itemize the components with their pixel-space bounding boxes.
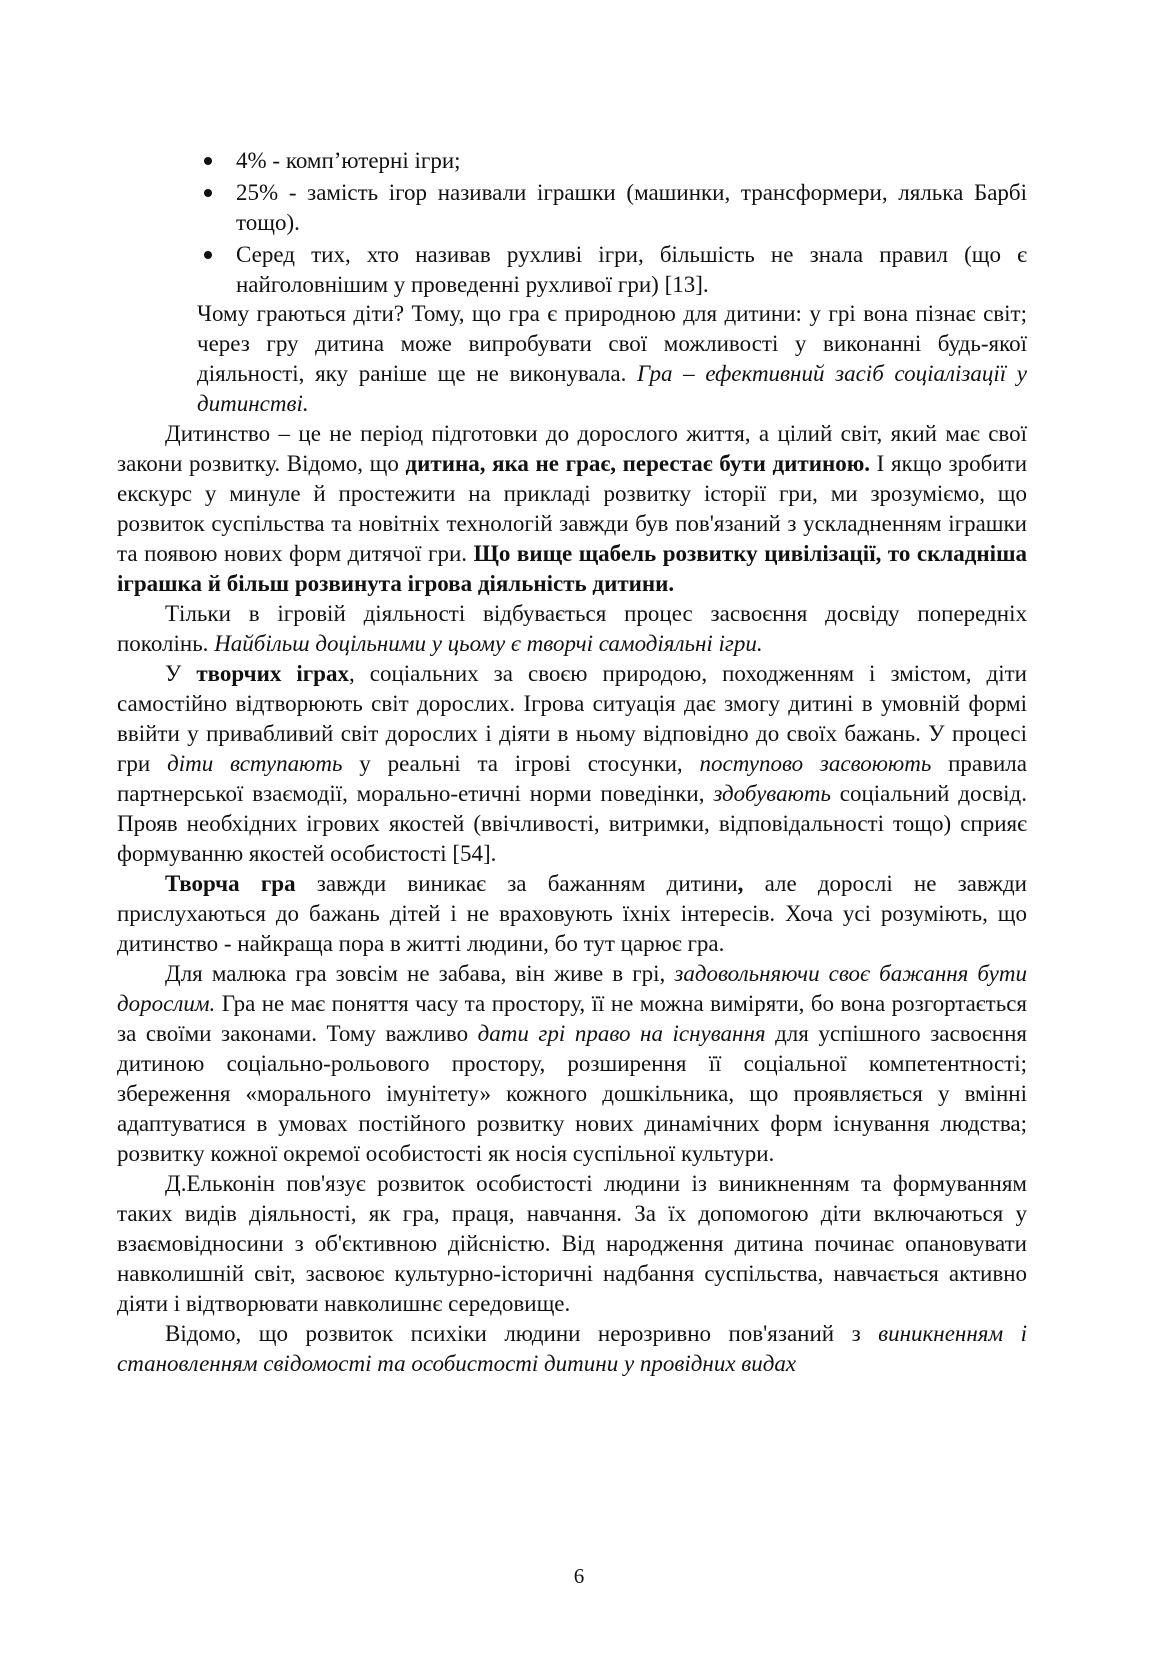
list-item: 25% - замість ігор називали іграшки (машинки, трансформери, лялька Барбі тощо). [192,178,1027,238]
bullet-list [192,146,1027,302]
bullet-icon [204,157,212,165]
paragraph-creative-games: У творчих іграх, соціальних за своєю природою, походженням і змістом, діти самостійно відтворюють світ дорослих. Ігрова ситуація дає змогу дитині в умовній формі ввійти у привабливий світ дорослих і діяти в ньому відповідно до своїх бажань. У процесі гри діти вступають у реальні та ігрові стосунки, поступово засвоюють правила партнерської взаємодії, морально-етичні норми поведінки, здобувають соціальний досвід. Прояв необхідних ігрових якостей (ввічливості, витримки, відповідальності тощо) сприяє формуванню якостей особистості [54]. [117,661,1027,866]
paragraph-why-children-play: Чому граються діти? Тому, що гра є природною для дитини: у грі вона пізнає світ; через гру дитина може випробувати свої можливості у виконанні будь-якої діяльності, яку раніше ще не виконувала. Гра – ефективний засіб соціалізації у дитинстві. [197,301,1028,416]
paragraph-game-activity: Тільки в ігровій діяльності відбувається процес засвоєння досвіду попередніх поколінь. Найбільш доцільними у цьому є творчі самодіяльні ігри. [117,601,1027,656]
page-number: 6 [573,1564,585,1588]
paragraph-creative-play: Творча гра завжди виникає за бажанням дитини, але дорослі не завжди прислухаються до бажань дітей і не враховують їхніх інтересів. Хоча усі розуміють, що дитинство - найкраща пора в житті людини, бо тут царює гра. [117,871,1027,956]
bullet-icon [204,189,212,197]
list-item: Серед тих, хто називав рухливі ігри, більшість не знала правил (що є найголовнішим у проведенні рухливої гри) [13]. [192,240,1027,300]
paragraph-elkonin: Д.Ельконін пов'язує розвиток особистості людини із виникненням та формуванням таких видів діяльності, як гра, праця, навчання. За їх допомогою діти включаються у взаємовідносини з об'єктивною дійсністю. Від народження дитина починає опановувати навколишній світ, засвоює культурно-історичні надбання суспільства, навчається активно діяти і відтворювати навколишнє середовище. [117,1171,1027,1316]
list-item: 4% - комп’ютерні ігри; [192,146,1027,176]
paragraph-for-a-toddler: Для малюка гра зовсім не забава, він живе в грі, задовольняючи своє бажання бути дорослим. Гра не має поняття часу та простору, її не можна виміряти, бо вона розгортається за своїми законами. Тому важливо дати грі право на існування для успішного засвоєння дитиною соціально-рольового простору, розширення її соціальної компетентності; збереження «морального імунітету» кожного дошкільника, що проявляється у вмінні адаптуватися в умовах постійного розвитку нових динамічних форм існування людства; розвитку кожної окремої особистості як носія суспільної культури. [117,961,1027,1166]
body-text [117,299,1027,1379]
paragraph-childhood: Дитинство – це не період підготовки до дорослого життя, а цілий світ, який має свої закони розвитку. Відомо, що дитина, яка не грає, перестає бути дитиною. І якщо зробити екскурс у минуле й простежити на прикладі розвитку історії гри, ми зрозуміємо, що розвиток суспільства та новітніх технологій завжди був пов'язаний з ускладненням іграшки та появою нових форм дитячої гри. Що вище щабель розвитку цивілізації, то складніша іграшка й більш розвинута ігрова діяльність дитини. [117,421,1027,596]
paragraph-psyche-development: Відомо, що розвиток психіки людини нерозривно пов'язаний з виникненням і становленням свідомості та особистості дитини у провідних видах [117,1321,1027,1376]
bullet-icon [204,251,212,259]
